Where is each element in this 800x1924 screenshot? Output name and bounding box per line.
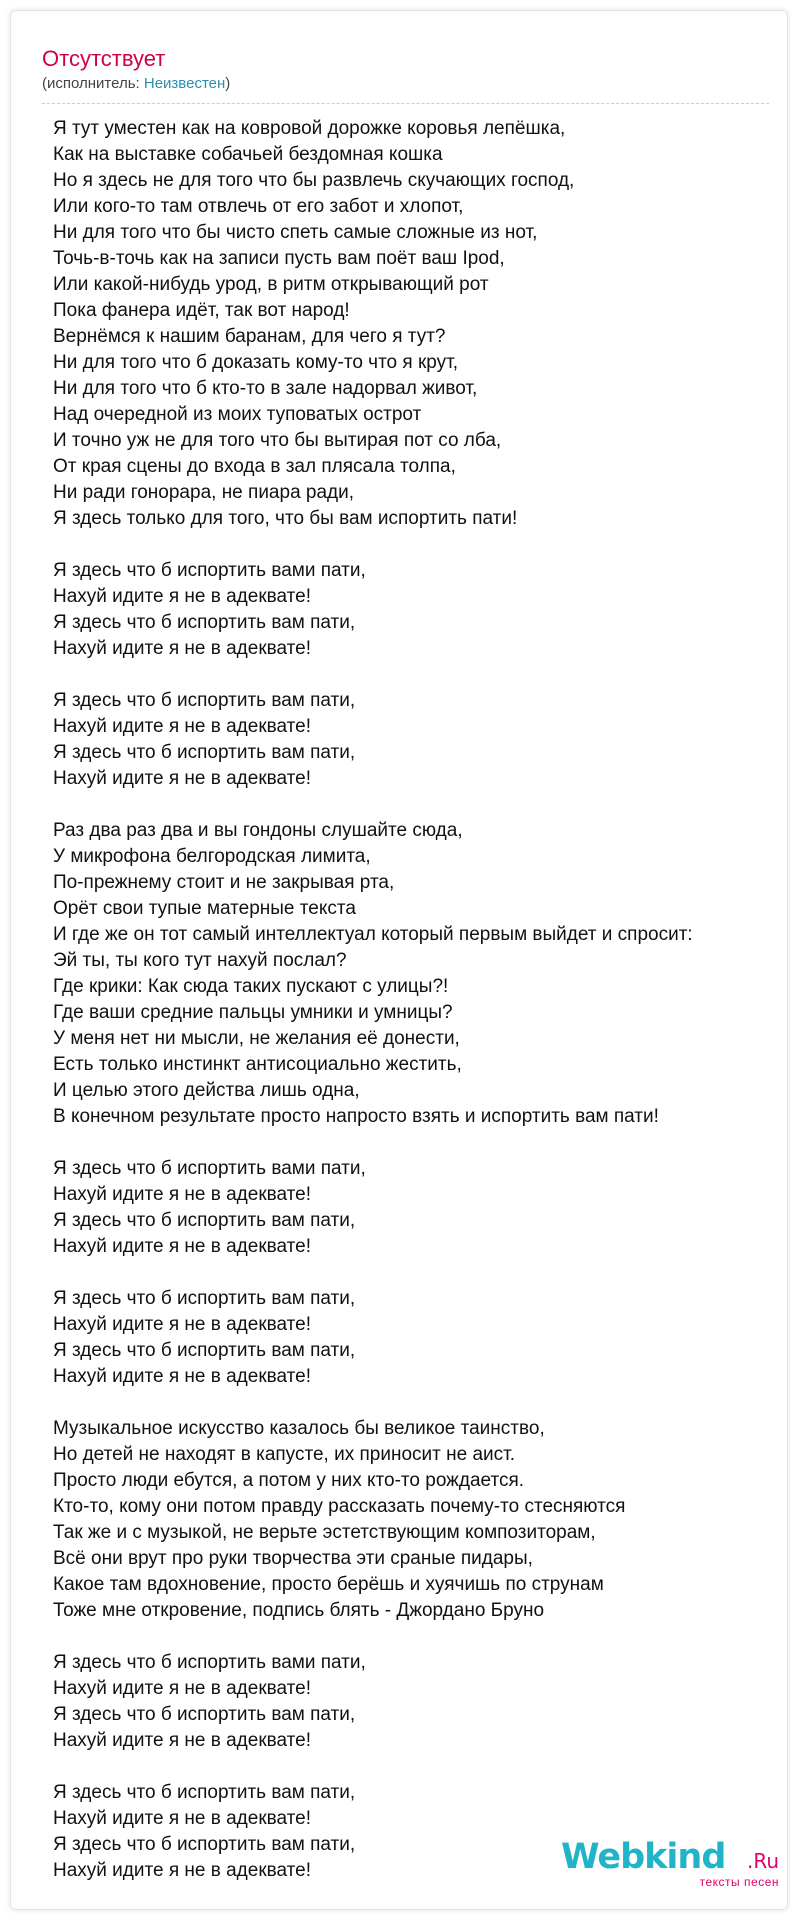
lyric-line: Или кого-то там отвлечь от его забот и хлопот, xyxy=(53,196,464,217)
lyric-line: Точь-в-точь как на записи пусть вам поёт ваш Ipod, xyxy=(53,248,505,269)
lyric-line: Пока фанера идёт, так вот народ! xyxy=(53,300,350,321)
lyrics-stanza xyxy=(53,558,793,662)
lyric-line: Эй ты, ты кого тут нахуй послал? xyxy=(53,950,347,971)
lyric-line: По-прежнему стоит и не закрывая рта, xyxy=(53,872,395,893)
lyrics-stanza xyxy=(53,818,793,1130)
lyric-line: У микрофона белгородская лимита, xyxy=(53,846,371,867)
artist-suffix: ) xyxy=(225,74,231,92)
lyric-line: Но я здесь не для того что бы развлечь скучающих господ, xyxy=(53,170,575,191)
lyric-line: Я здесь что б испортить вам пати, xyxy=(53,742,356,763)
lyric-line: И где же он тот самый интеллектуал который первым выйдет и спросит: xyxy=(53,924,693,945)
lyrics-stanza xyxy=(53,116,793,532)
lyrics-stanza xyxy=(53,688,793,792)
lyrics-stanza xyxy=(53,1286,793,1390)
song-header xyxy=(42,45,767,93)
lyric-line: Нахуй идите я не в адеквате! xyxy=(53,1314,312,1335)
artist-prefix: (исполнитель: xyxy=(42,74,144,92)
lyric-line: Нахуй идите я не в адеквате! xyxy=(53,1860,312,1881)
lyric-line: Я здесь что б испортить вам пати, xyxy=(53,1704,356,1725)
artist-link[interactable]: Неизвестен xyxy=(143,74,226,92)
logo-wordmark: Webkind xyxy=(561,1837,726,1877)
artist-line xyxy=(42,75,767,93)
lyric-line: Где ваши средние пальцы умники и умницы? xyxy=(53,1002,453,1023)
lyric-line: Я здесь что б испортить вами пати, xyxy=(53,1158,366,1179)
lyric-line: Нахуй идите я не в адеквате! xyxy=(53,716,312,737)
lyric-line: Тоже мне откровение, подпись блять - Джордано Бруно xyxy=(53,1600,545,1621)
lyric-line: Я здесь что б испортить вам пати, xyxy=(53,690,356,711)
lyric-line: У меня нет ни мысли, не желания её донести, xyxy=(53,1028,460,1049)
lyrics-stanza xyxy=(53,1416,793,1624)
lyric-line: От края сцены до входа в зал плясала толпа, xyxy=(53,456,456,477)
lyrics-stanza xyxy=(53,1650,793,1754)
lyric-line: Я здесь что б испортить вам пати, xyxy=(53,1288,356,1309)
lyrics-page xyxy=(10,10,788,1910)
lyric-line: Ни ради гонорара, не пиара ради, xyxy=(53,482,355,503)
lyric-line: Я здесь только для того, что бы вам испортить пати! xyxy=(53,508,518,529)
lyric-line: Или какой-нибудь урод, в ритм открывающий рот xyxy=(53,274,489,295)
lyric-line: Ни для того что бы чисто спеть самые сложные из нот, xyxy=(53,222,538,243)
lyric-line: Как на выставке собачьей бездомная кошка xyxy=(53,144,443,165)
lyric-line: Где крики: Как сюда таких пускают с улицы?! xyxy=(53,976,449,997)
lyric-line: Нахуй идите я не в адеквате! xyxy=(53,1184,312,1205)
lyric-line: Ни для того что б доказать кому-то что я крут, xyxy=(53,352,459,373)
lyric-line: И целью этого действа лишь одна, xyxy=(53,1080,360,1101)
lyric-line: Над очередной из моих туповатых острот xyxy=(53,404,422,425)
lyric-line: Нахуй идите я не в адеквате! xyxy=(53,1678,312,1699)
lyric-line: Всё они врут про руки творчества эти сраные пидары, xyxy=(53,1548,533,1569)
lyric-line: Нахуй идите я не в адеквате! xyxy=(53,1808,312,1829)
lyric-line: Нахуй идите я не в адеквате! xyxy=(53,1366,312,1387)
lyric-line: Нахуй идите я не в адеквате! xyxy=(53,638,312,659)
lyric-line: Ни для того что б кто-то в зале надорвал живот, xyxy=(53,378,478,399)
lyric-line: Я тут уместен как на ковровой дорожке коровья лепёшка, xyxy=(53,118,566,139)
lyric-line: Я здесь что б испортить вам пати, xyxy=(53,1210,356,1231)
lyric-line: Кто-то, кому они потом правду рассказать почему-то стесняются xyxy=(53,1496,626,1517)
lyric-line: Так же и с музыкой, не верьте эстетствующим композиторам, xyxy=(53,1522,596,1543)
logo-domain: .Ru xyxy=(747,1849,780,1873)
lyrics-body xyxy=(53,116,793,1884)
logo-tagline: тексты песен xyxy=(699,1875,779,1889)
lyrics-stanza xyxy=(53,1156,793,1260)
lyric-line: Я здесь что б испортить вам пати, xyxy=(53,1782,356,1803)
lyric-line: Я здесь что б испортить вами пати, xyxy=(53,560,366,581)
lyric-line: Какое там вдохновение, просто берёшь и хуячишь по струнам xyxy=(53,1574,604,1595)
lyric-line: Но детей не находят в капусте, их приносит не аист. xyxy=(53,1444,515,1465)
lyric-line: Есть только инстинкт антисоциально жестить, xyxy=(53,1054,462,1075)
song-title: Отсутствует xyxy=(42,46,166,71)
lyric-line: Я здесь что б испортить вами пати, xyxy=(53,1652,366,1673)
lyric-line: Раз два раз два и вы гондоны слушайте сюда, xyxy=(53,820,463,841)
lyric-line: Просто люди ебутся, а потом у них кто-то рождается. xyxy=(53,1470,525,1491)
header-divider xyxy=(42,103,769,104)
lyric-line: В конечном результате просто напросто взять и испортить вам пати! xyxy=(53,1106,659,1127)
lyric-line: И точно уж не для того что бы вытирая пот со лба, xyxy=(53,430,502,451)
site-logo[interactable] xyxy=(561,1837,780,1889)
lyric-line: Вернёмся к нашим баранам, для чего я тут? xyxy=(53,326,446,347)
lyric-line: Нахуй идите я не в адеквате! xyxy=(53,1236,312,1257)
lyric-line: Нахуй идите я не в адеквате! xyxy=(53,586,312,607)
lyric-line: Я здесь что б испортить вам пати, xyxy=(53,1340,356,1361)
lyric-line: Я здесь что б испортить вам пати, xyxy=(53,1834,356,1855)
lyric-line: Орёт свои тупые матерные текста xyxy=(53,898,356,919)
lyric-line: Нахуй идите я не в адеквате! xyxy=(53,768,312,789)
lyric-line: Я здесь что б испортить вам пати, xyxy=(53,612,356,633)
lyric-line: Музыкальное искусство казалось бы великое таинство, xyxy=(53,1418,545,1439)
lyric-line: Нахуй идите я не в адеквате! xyxy=(53,1730,312,1751)
